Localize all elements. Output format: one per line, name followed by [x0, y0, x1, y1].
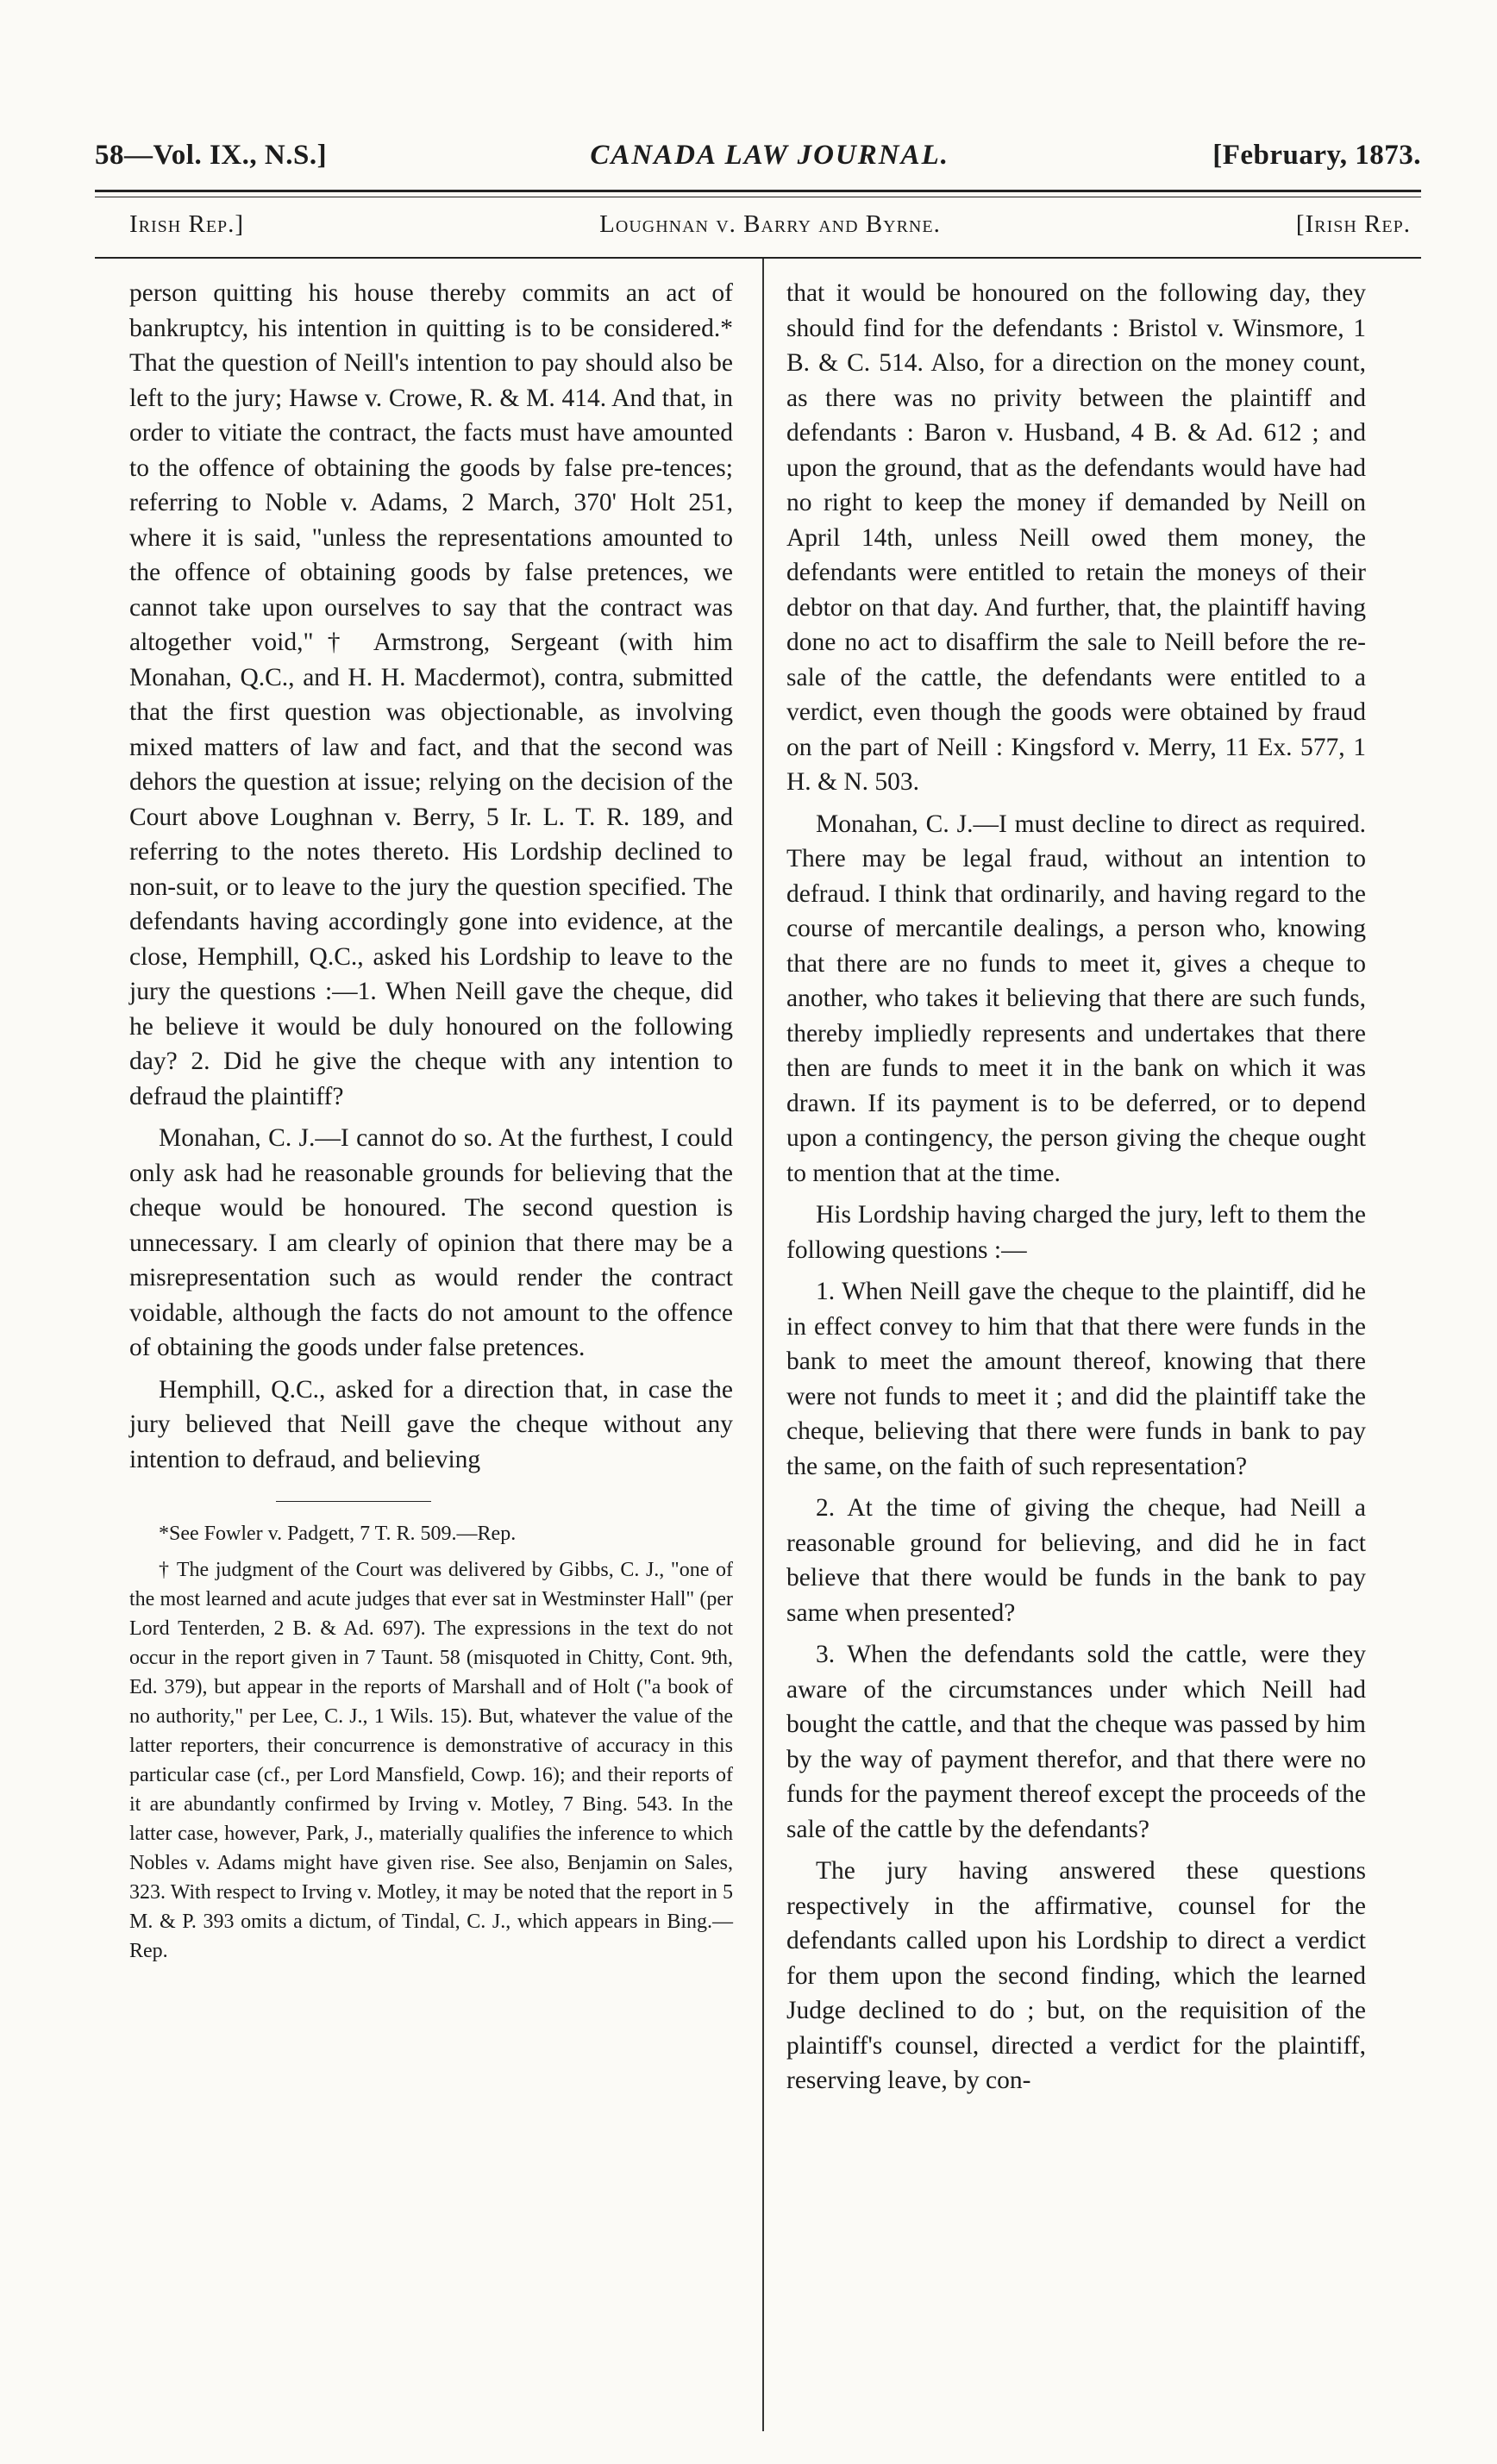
- jury-question-3: 3. When the defendants sold the cattle, were they aware of the circumstances under which Neill had bought the cattle, and that the cheque was passed by him by the way of payment therefor, and that there were no funds for the payment thereof except the proceeds of the sale of the cattle by the defendants?: [786, 1641, 1366, 1843]
- column-divider: [762, 259, 764, 2431]
- right-column: [786, 276, 1366, 2105]
- left-paragraph-1: person quitting his house thereby commits an act of bankruptcy, his intention in quitting is to be considered.* That the question of Neill's intention to pay should also be left to the jury; Hawse v. Crowe, R. & M. 414. And that, in order to vitiate the contract, the facts must have amounted to the offence of obtaining the goods by false pre-tences; referring to Noble v. Adams, 2 March, 370' Holt 251, where it is said, "unless the representations amounted to the offence of obtaining goods by false pretences, we cannot take upon ourselves to say that the contract was altogether void,"† Armstrong, Sergeant (with him Monahan, Q.C., and H. H. Macdermot), contra, submitted that the first question was objectionable, as involving mixed matters of law and fact, and that the second was dehors the question at issue; relying on the decision of the Court above Loughnan v. Berry, 5 Ir. L. T. R. 189, and referring to the notes thereto. His Lordship declined to non-suit, or to leave to the jury the question specified. The defendants having accordingly gone into evidence, at the close, Hemphill, Q.C., asked his Lordship to leave to the jury the questions :—1. When Neill gave the cheque, did he believe it would be duly honoured on the following day? 2. Did he give the cheque with any intention to defraud the plaintiff?: [129, 279, 733, 1110]
- left-paragraph-2: Monahan, C. J.—I cannot do so. At the furthest, I could only ask had he reasonable grounds for believing that the cheque would be honoured. The second question is unnecessary. I am clearly of opinion that there may be a misrepresentation such as would render the contract voidable, although the facts do not amount to the offence of obtaining the goods under false pretences.: [129, 1124, 733, 1361]
- journal-title: CANADA LAW JOURNAL.: [590, 140, 950, 171]
- header-rule: [95, 190, 1421, 192]
- right-paragraph-2: Monahan, C. J.—I must decline to direct as required. There may be legal fraud, without an intention to defraud. I think that ordinarily, and having regard to the course of mercantile dealings, a person who, knowing that there are no funds to meet it, gives a cheque to another, who takes it believing that there are such funds, thereby impliedly represents and undertakes that there then are funds to meet it in the bank on which it was drawn. If its payment is to be deferred, or to depend upon a contingency, the person giving the cheque ought to mention that at the time.: [786, 810, 1366, 1187]
- footnote-rule: [276, 1501, 431, 1502]
- left-column: [129, 276, 733, 1973]
- case-header-rule: [95, 257, 1421, 259]
- jury-question-1: 1. When Neill gave the cheque to the plaintiff, did he in effect convey to him that that there were funds in the bank to meet the amount thereof, knowing that there were not funds to meet it ; and did the plaintiff take the cheque, believing that there were funds in bank to pay the same, on the faith of such representation?: [786, 1278, 1366, 1480]
- case-header: [129, 210, 1411, 239]
- left-paragraph-3: Hemphill, Q.C., asked for a direction that, in case the jury believed that Neill gave the cheque without any intention to defraud, and believing: [129, 1375, 733, 1473]
- case-title: Loughnan v. Barry and Byrne.: [599, 210, 941, 238]
- header-date: [February, 1873.: [1212, 140, 1421, 171]
- right-paragraph-3: His Lordship having charged the jury, left to them the following questions :—: [786, 1201, 1366, 1264]
- header-volume: 58—Vol. IX., N.S.]: [95, 140, 328, 171]
- right-paragraph-4: The jury having answered these questions respectively in the affirmative, counsel for the defendants called upon his Lordship to direct a verdict for them upon the second finding, which the learned Judge declined to do ; but, on the requisition of the plaintiff's counsel, directed a verdict for the plaintiff, reserving leave, by con-: [786, 1857, 1366, 2094]
- footnote-1: *See Fowler v. Padgett, 7 T. R. 509.—Rep.: [159, 1523, 517, 1545]
- running-header: [95, 140, 1421, 172]
- jury-question-2: 2. At the time of giving the cheque, had Neill a reasonable ground for believing, and did he in fact believe that there would be funds in the bank to pay same when presented?: [786, 1494, 1366, 1627]
- right-paragraph-1: that it would be honoured on the following day, they should find for the defendants : Bristol v. Winsmore, 1 B. & C. 514. Also, for a direction on the money count, as there was no privity between the plaintiff and defendants : Baron v. Husband, 4 B. & Ad. 612 ; and upon the ground, that as the defendants would have had no right to keep the money if demanded by Neill on April 14th, unless Neill owed them money, the defendants were entitled to retain the moneys of their debtor on that day. And further, that, the plaintiff having done no act to disaffirm the sale to Neill before the re-sale of the cattle, the defendants were entitled to a verdict, even though the goods were obtained by fraud on the part of Neill : Kingsford v. Merry, 11 Ex. 577, 1 H. & N. 503.: [786, 279, 1366, 796]
- case-header-left: Irish Rep.]: [129, 210, 245, 238]
- footnote-2: † The judgment of the Court was delivered by Gibbs, C. J., "one of the most learned and acute judges that ever sat in Westminster Hall" (per Lord Tenterden, 2 B. & Ad. 697). The expressions in the text do not occur in the report given in 7 Taunt. 58 (misquoted in Chitty, Cont. 9th, Ed. 379), but appear in the reports of Marshall and of Holt ("a book of no authority," per Lee, C. J., 1 Wils. 15). But, whatever the value of the latter reporters, their concurrence is demonstrative of accuracy in this particular case (cf., per Lord Mansfield, Cowp. 16); and their reports of it are abundantly confirmed by Irving v. Motley, 7 Bing. 543. In the latter case, however, Park, J., materially qualifies the inference to which Nobles v. Adams might have given rise. See also, Benjamin on Sales, 323. With respect to Irving v. Motley, it may be noted that the report in 5 M. & P. 393 omits a dictum, of Tindal, C. J., which appears in Bing.—Rep.: [129, 1559, 733, 1962]
- case-header-right: [Irish Rep.: [1295, 210, 1411, 238]
